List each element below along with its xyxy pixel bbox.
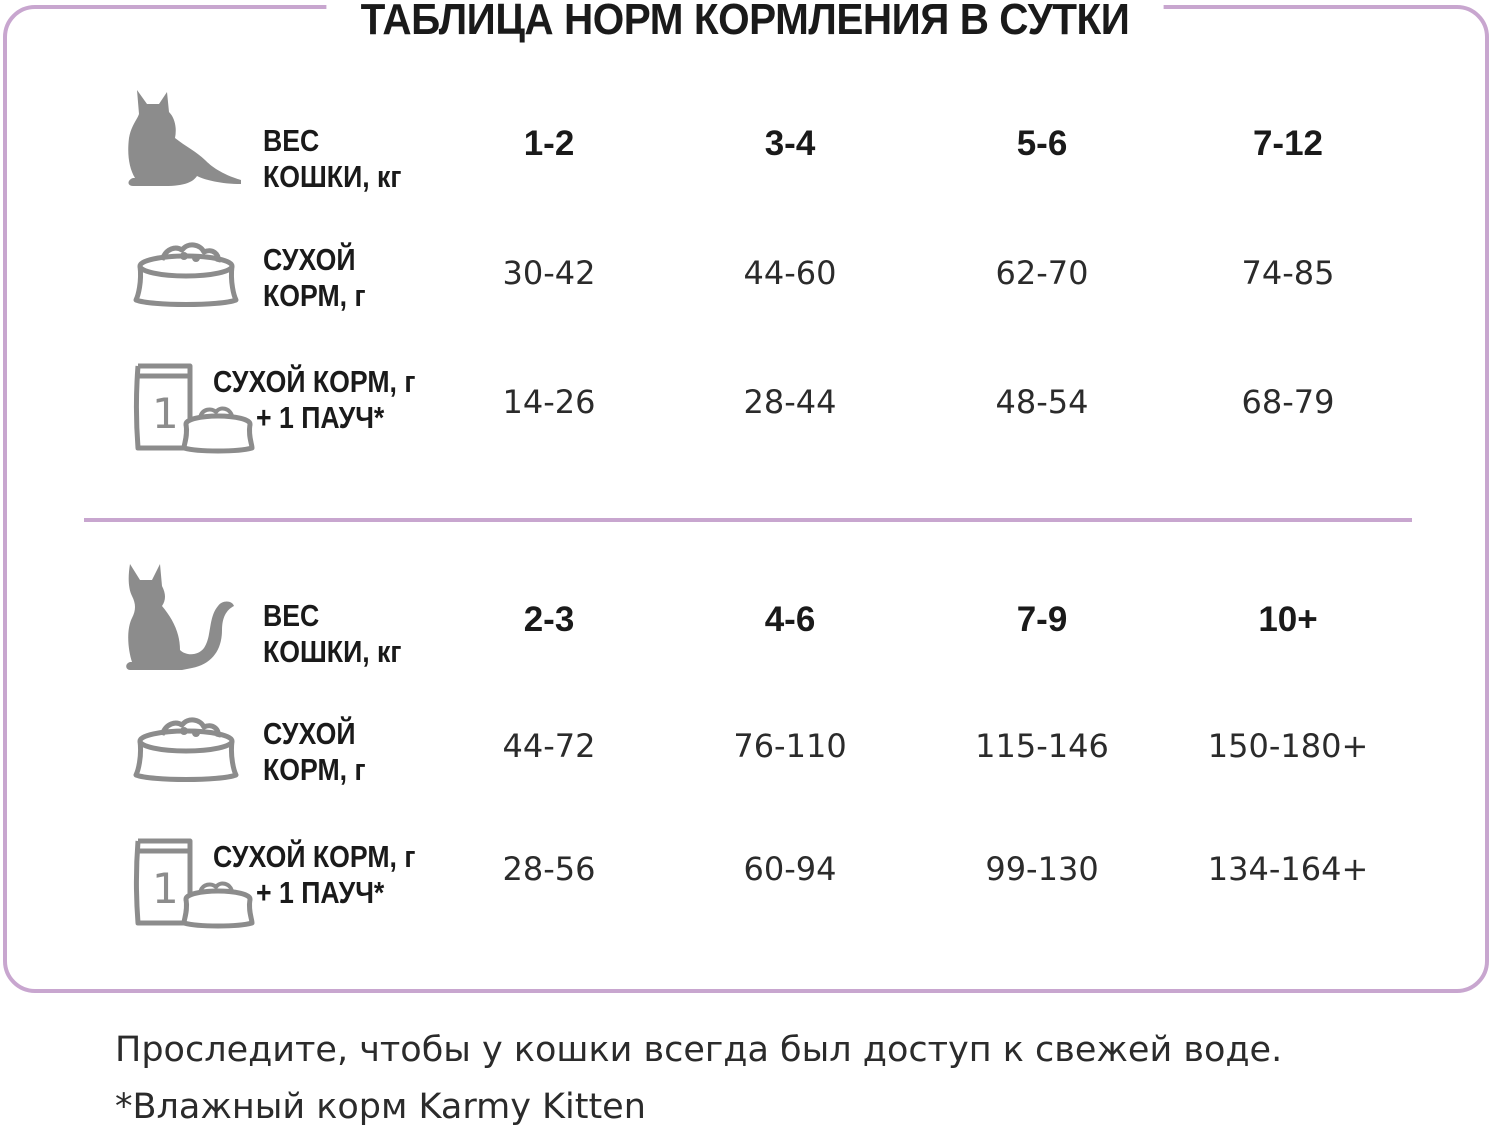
table-cell: 14-26 [502, 383, 596, 421]
table-cell: 28-44 [743, 383, 837, 421]
table-cell: 5-6 [1016, 124, 1068, 163]
row-label-line1: СУХОЙ КОРМ, г [213, 364, 416, 399]
footnote-wet-food: *Влажный корм Karmy Kitten [115, 1087, 646, 1127]
table-cell: 3-4 [764, 124, 816, 163]
table-cell: 7-12 [1252, 124, 1324, 163]
table-cell: 30-42 [502, 254, 596, 292]
food-bowl-icon [132, 715, 240, 783]
row-label-line1: СУХОЙ [263, 242, 356, 277]
row-label-weight [263, 598, 402, 670]
table-cell: 7-9 [1016, 600, 1068, 639]
table-cell: 62-70 [995, 254, 1089, 292]
row-label-line2: + 1 ПАУЧ* [256, 875, 385, 910]
table-cell: 28-56 [502, 850, 596, 888]
table-cell: 76-110 [733, 727, 847, 765]
pouch-number: 1 [152, 389, 179, 438]
lying-cat-icon [125, 88, 243, 190]
water-note: Проследите, чтобы у кошки всегда был доступ к свежей воде. [115, 1030, 1283, 1070]
row-label-line2: КОШКИ, кг [263, 634, 402, 669]
row-label-dry-food [263, 716, 366, 788]
table-cell: 74-85 [1241, 254, 1335, 292]
table-cell: 99-130 [985, 850, 1099, 888]
table-cell: 10+ [1258, 600, 1318, 639]
sitting-cat-icon [122, 560, 240, 678]
table-cell: 68-79 [1241, 383, 1335, 421]
row-label-dry-food [263, 242, 366, 314]
table-cell: 44-60 [743, 254, 837, 292]
row-label-line1: СУХОЙ [263, 716, 356, 751]
table-cell: 48-54 [995, 383, 1089, 421]
table-cell: 1-2 [523, 124, 575, 163]
row-label-line2: КОШКИ, кг [263, 159, 402, 194]
pouch-number: 1 [152, 864, 179, 913]
table-cell: 44-72 [502, 727, 596, 765]
row-label-weight [263, 123, 402, 195]
row-label-line2: КОРМ, г [263, 752, 366, 787]
table-cell: 60-94 [743, 850, 837, 888]
row-label-line1: ВЕС [263, 598, 320, 633]
table-cell: 2-3 [523, 600, 575, 639]
table-cell: 134-164+ [1207, 850, 1369, 888]
table-cell: 115-146 [975, 727, 1109, 765]
row-label-line1: ВЕС [263, 123, 320, 158]
page-title: ТАБЛИЦА НОРМ КОРМЛЕНИЯ В СУТКИ [326, 0, 1163, 50]
row-label-line2: + 1 ПАУЧ* [256, 400, 385, 435]
row-label-line1: СУХОЙ КОРМ, г [213, 839, 416, 874]
table-cell: 4-6 [764, 600, 816, 639]
row-label-line2: КОРМ, г [263, 278, 366, 313]
table-divider [84, 518, 1412, 522]
row-label-dry-food-pouch [213, 364, 415, 436]
row-label-dry-food-pouch [213, 839, 415, 911]
table-cell: 150-180+ [1207, 727, 1369, 765]
food-bowl-icon [132, 240, 240, 308]
